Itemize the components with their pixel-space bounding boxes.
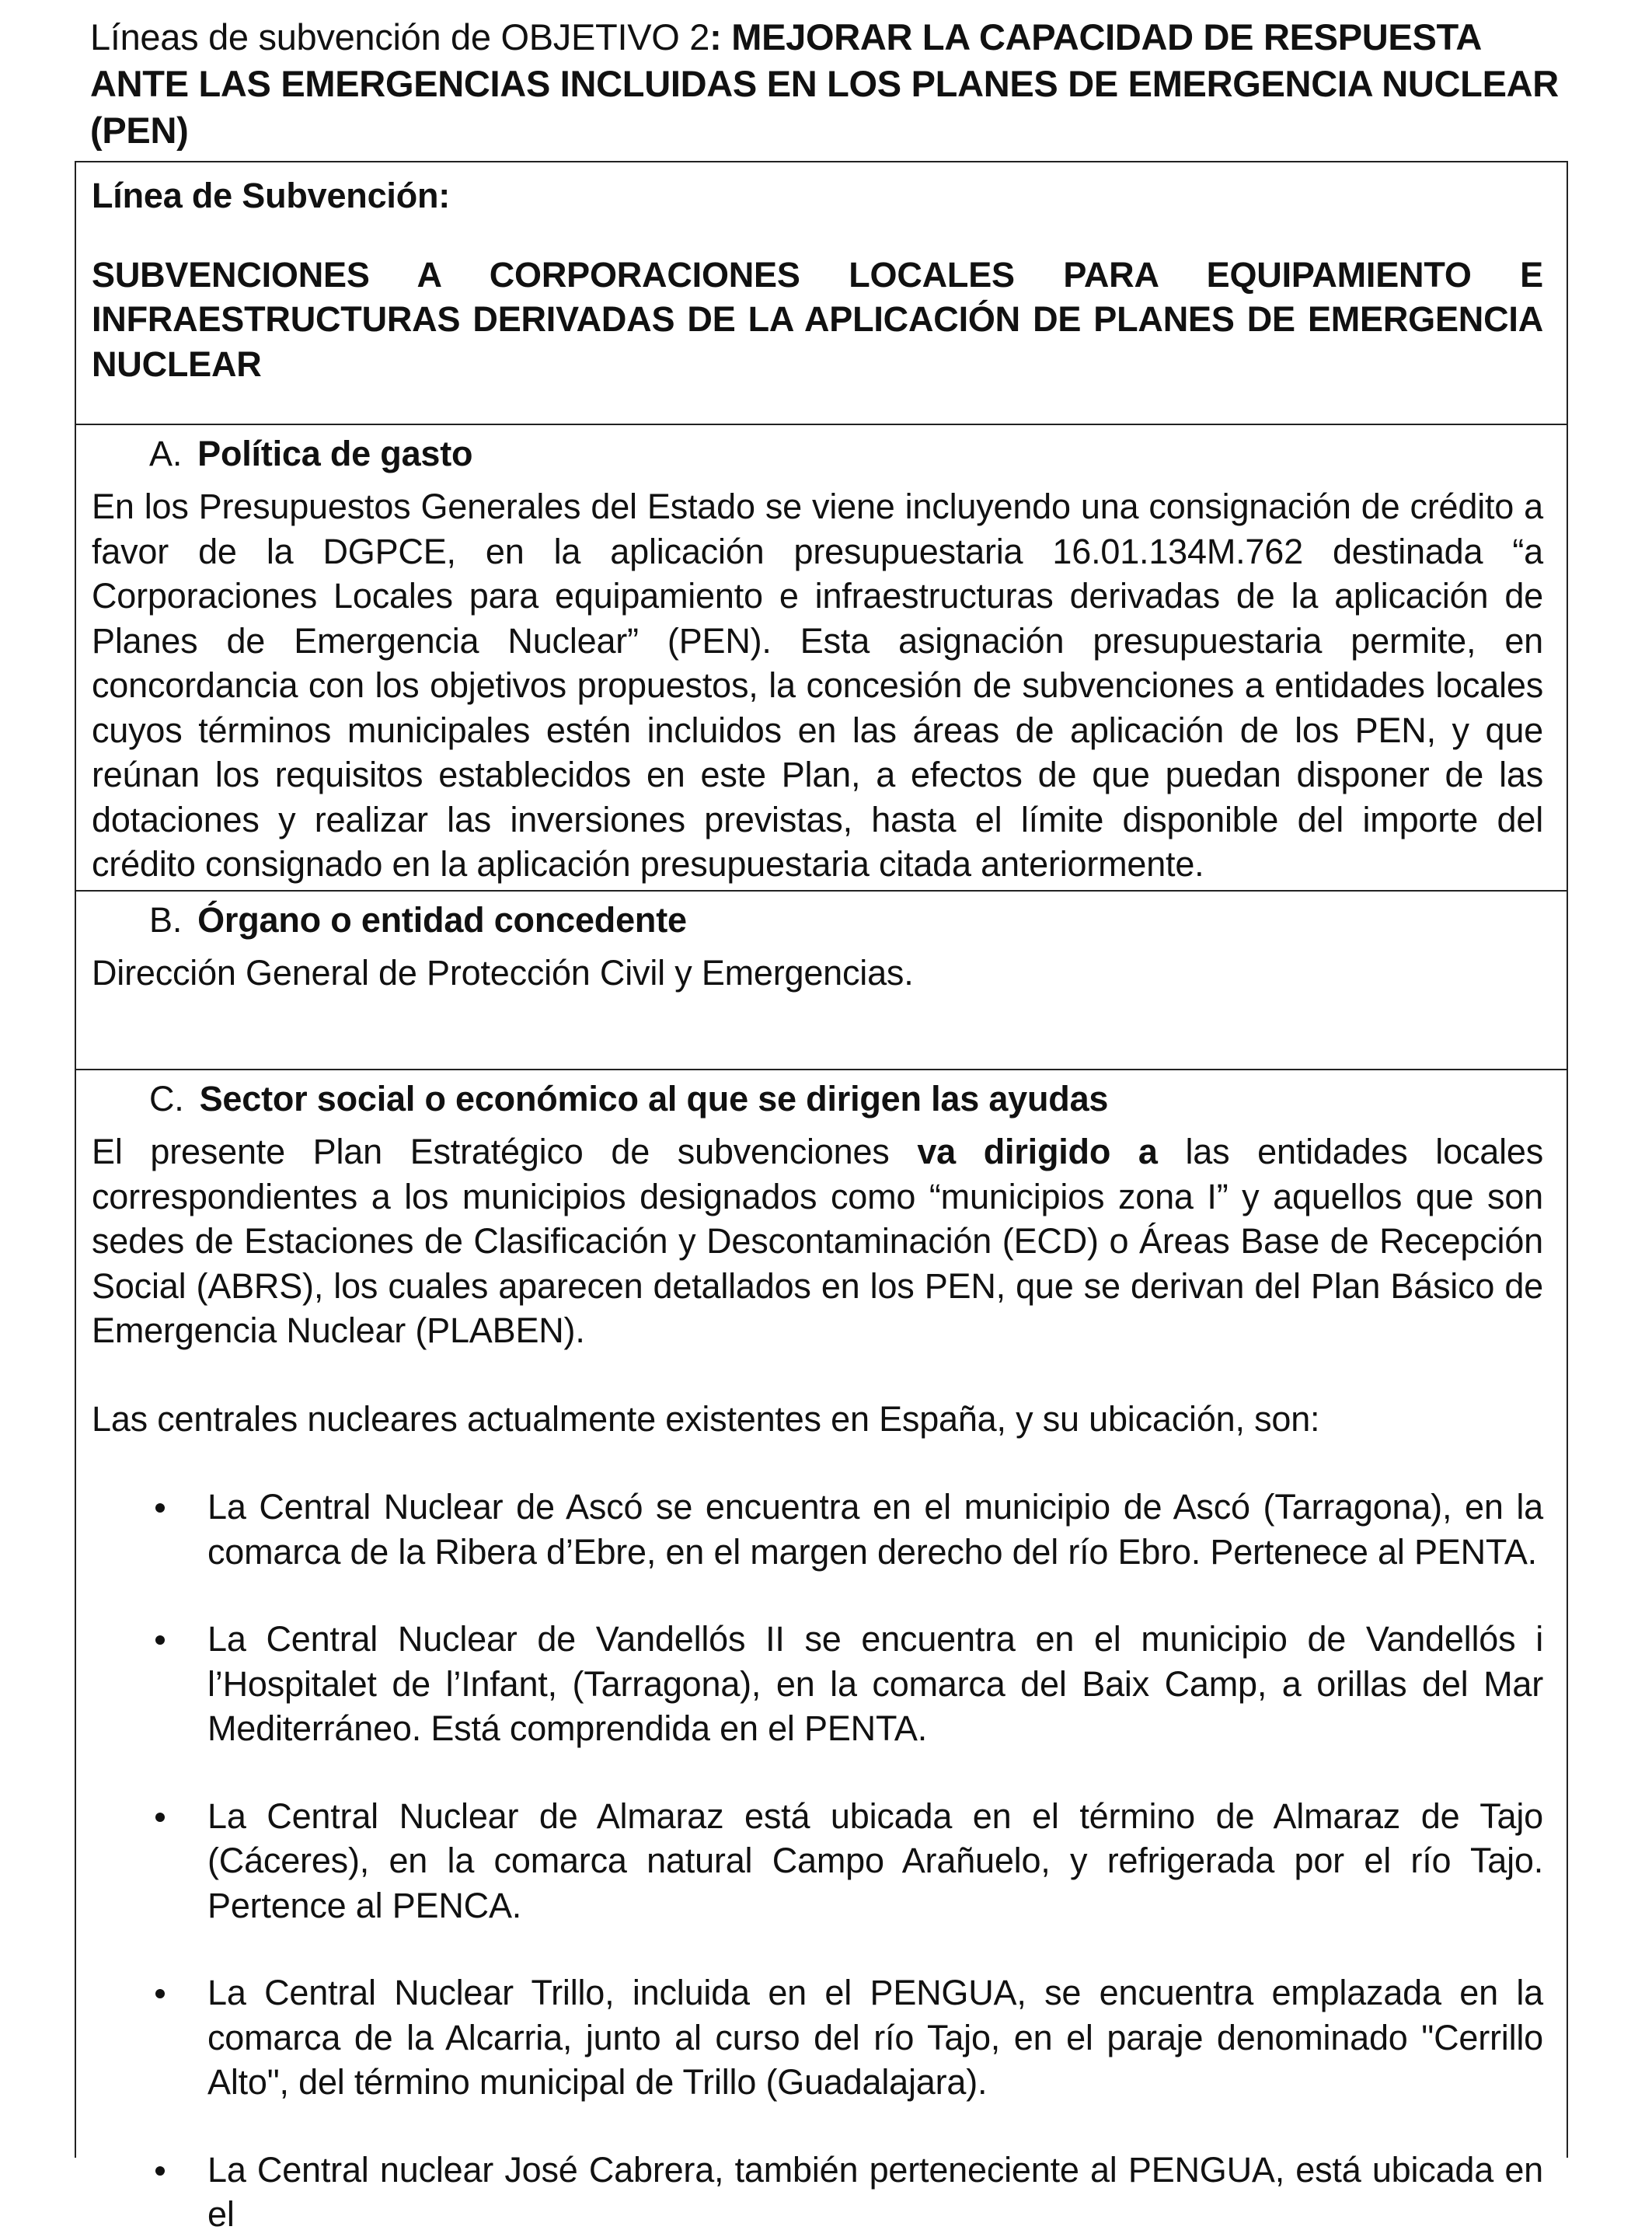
section-b-box — [75, 890, 1568, 1070]
section-c-letter: C. — [149, 1079, 184, 1119]
list-item-text: La Central Nuclear de Ascó se encuentra en el municipio de Ascó (Tarragona), en la comarca de la Ribera d’Ebre, en el margen derecho del río Ebro. Pertenece al PENTA. — [207, 1487, 1543, 1572]
list-item-text: La Central Nuclear Trillo, incluida en el PENGUA, se encuentra emplazada en la comarca de la Alcarria, junto al curso del río Tajo, en el paraje denominado "Cerrillo Alto", del término municipal de Trillo (Guadalajara). — [207, 1973, 1543, 2102]
section-b-letter: B. — [149, 900, 183, 941]
bullet-icon — [155, 1813, 165, 1822]
heading-bold-text: : MEJORAR LA CAPACIDAD DE RESPUESTA ANTE LAS EMERGENCIAS INCLUIDAS EN LOS PLANES DE EMERGENCIA NUCLEAR (PEN) — [90, 16, 1559, 151]
list-item — [92, 2148, 1543, 2237]
para1-bold: va dirigido a — [917, 1132, 1158, 1171]
section-c-paragraph-1 — [92, 1129, 1543, 1353]
subsidy-line-box — [75, 161, 1568, 425]
list-item-text: La Central nuclear José Cabrera, también perteneciente al PENGUA, está ubicada en el — [207, 2149, 1543, 2234]
heading-prefix: Líneas de subvención de OBJETIVO 2 — [90, 16, 710, 58]
section-a-box — [75, 424, 1568, 892]
subsidy-line-label: Línea de Subvención: — [92, 176, 451, 215]
section-a-title: Política de gasto — [197, 434, 473, 474]
section-c-title: Sector social o económico al que se dirigen las ayudas — [199, 1079, 1109, 1119]
list-item — [92, 1485, 1543, 1574]
section-a-text: En los Presupuestos Generales del Estado se viene incluyendo una consignación de crédito a favor de la DGPCE, en la aplicación presupuestaria 16.01.134M.762 destinada “a Corporaciones Locales para equipamiento e infraestructuras derivadas de la aplicación de Planes de Emergencia Nuclear” (PEN). Esta asignación presupuestaria permite, en concordancia con los objetivos propuestos, la concesión de subvenciones a entidades locales cuyos términos municipales estén incluidos en las áreas de aplicación de los PEN, y que reúnan los requisitos establecidos en este Plan, a efectos de que puedan disponer de las dotaciones y realizar las inversiones previstas, hasta el límite disponible del importe del crédito consignado en la aplicación presupuestaria citada anteriormente. — [92, 487, 1543, 884]
list-item-text: La Central Nuclear de Almaraz está ubicada en el término de Almaraz de Tajo (Cáceres), en la comarca natural Campo Arañuelo, y refrigerada por el río Tajo. Pertence al PENCA. — [207, 1796, 1543, 1925]
list-item — [92, 1970, 1543, 2105]
page-heading — [90, 14, 1567, 154]
section-b-heading — [92, 896, 1543, 944]
subsidy-line-title: SUBVENCIONES A CORPORACIONES LOCALES PARA EQUIPAMIENTO E INFRAESTRUCTURAS DERIVADAS DE LA APLICACIÓN DE PLANES DE EMERGENCIA NUCLEAR — [92, 254, 1543, 384]
section-b-title: Órgano o entidad concedente — [197, 900, 687, 941]
power-plant-list — [92, 1485, 1543, 2237]
section-b-text: Dirección General de Protección Civil y Emergencias. — [92, 953, 914, 993]
bullet-icon — [155, 1635, 165, 1645]
bullet-icon — [155, 2166, 165, 2176]
list-item — [92, 1617, 1543, 1751]
section-a-heading — [92, 430, 1543, 478]
section-c-box — [75, 1069, 1568, 2234]
para1-after: las entidades locales correspondientes a los municipios designados como “municipios zona I” y aquellos que son sedes de Estaciones de Clasificación y Descontaminación (ECD) o Áreas Base de Recepción Social (ABRS), los cuales aparecen detallados en los PEN, que se derivan del Plan Básico de Emergencia Nuclear (PLABEN). — [92, 1132, 1543, 1350]
bullet-icon — [155, 1503, 165, 1513]
section-c-paragraph-2: Las centrales nucleares actualmente existentes en España, y su ubicación, son: — [92, 1398, 1320, 1439]
section-a-letter: A. — [149, 434, 183, 474]
para1-before: El presente Plan Estratégico de subvenciones — [92, 1132, 918, 1171]
list-item — [92, 1794, 1543, 1928]
section-c-heading — [92, 1075, 1543, 1123]
list-item-text: La Central Nuclear de Vandellós II se encuentra en el municipio de Vandellós i l’Hospitalet de l’Infant, (Tarragona), en la comarca del Baix Camp, a orillas del Mar Mediterráneo. Está comprendida en el PENTA. — [207, 1619, 1543, 1748]
bullet-icon — [155, 1989, 165, 1998]
